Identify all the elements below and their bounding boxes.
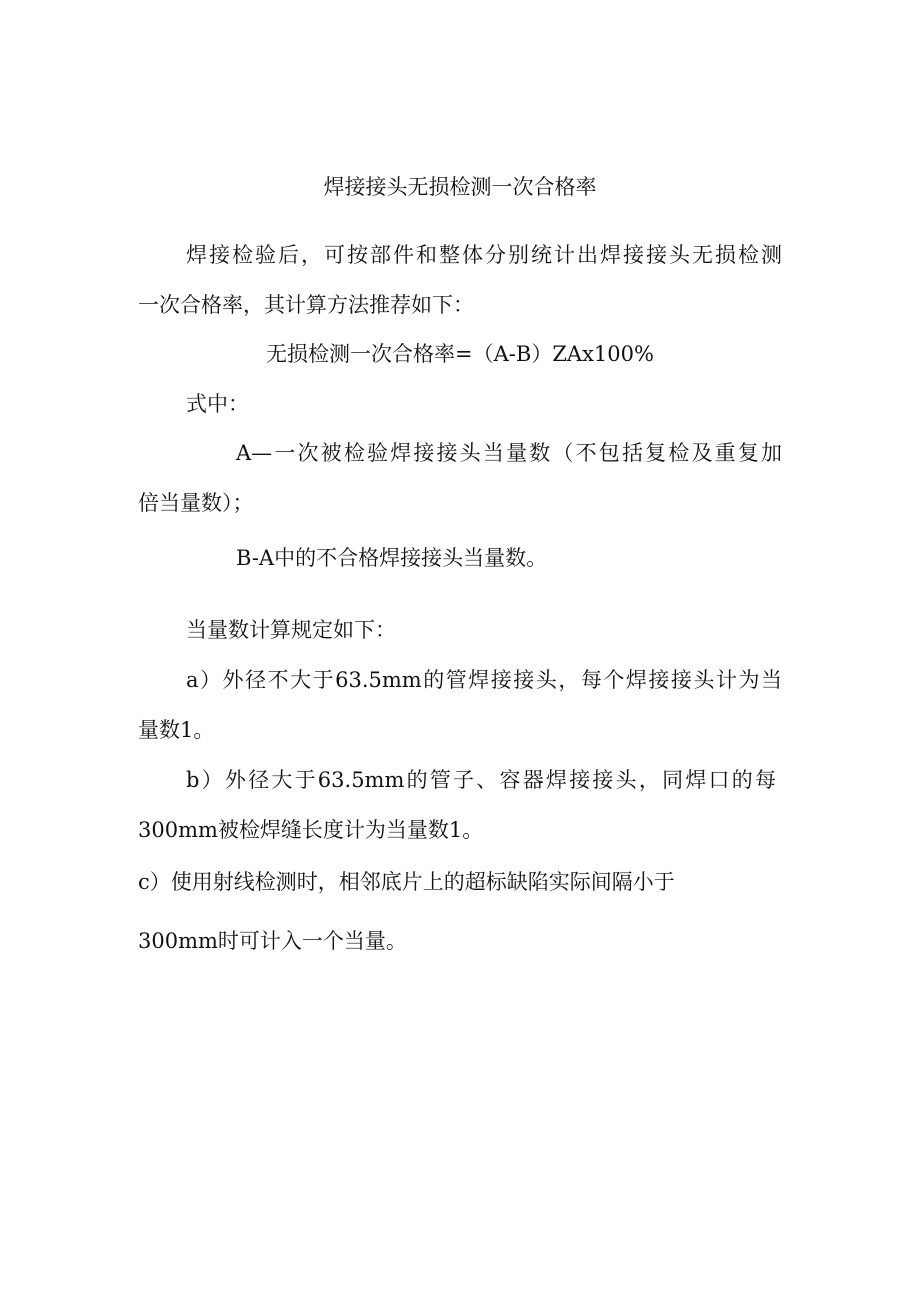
document-title: 焊接接头无损检测一次合格率 bbox=[323, 175, 597, 199]
rule-a-line-1: a）外径不大于63.5mm的管焊接接头，每个焊接接头计为当 bbox=[186, 668, 782, 692]
rule-b-line-2: 300mm被检焊缝长度计为当量数1。 bbox=[138, 818, 484, 842]
definition-b: B-A中的不合格焊接接头当量数。 bbox=[236, 546, 548, 570]
rule-a-line-2: 量数1。 bbox=[138, 718, 215, 742]
formula: 无损检测一次合格率=（A-B）ZAx100% bbox=[266, 342, 654, 366]
rule-b-line-1: b）外径大于63.5mm的管子、容器焊接接头，同焊口的每 bbox=[186, 768, 776, 792]
definition-a-line-1: A—一次被检验焊接接头当量数（不包括复检及重复加 bbox=[236, 441, 782, 465]
rules-heading: 当量数计算规定如下： bbox=[186, 618, 396, 642]
rule-c-line-2: 300mm时可计入一个当量。 bbox=[138, 929, 407, 953]
intro-line-2: 一次合格率，其计算方法推荐如下： bbox=[138, 293, 474, 317]
rule-c-line-1: c）使用射线检测时，相邻底片上的超标缺陷实际间隔小于 bbox=[138, 870, 675, 894]
where-label: 式中： bbox=[186, 392, 249, 416]
definition-a-line-2: 倍当量数）； bbox=[138, 491, 254, 515]
intro-line-1: 焊接检验后，可按部件和整体分别统计出焊接接头无损检测 bbox=[186, 243, 782, 267]
